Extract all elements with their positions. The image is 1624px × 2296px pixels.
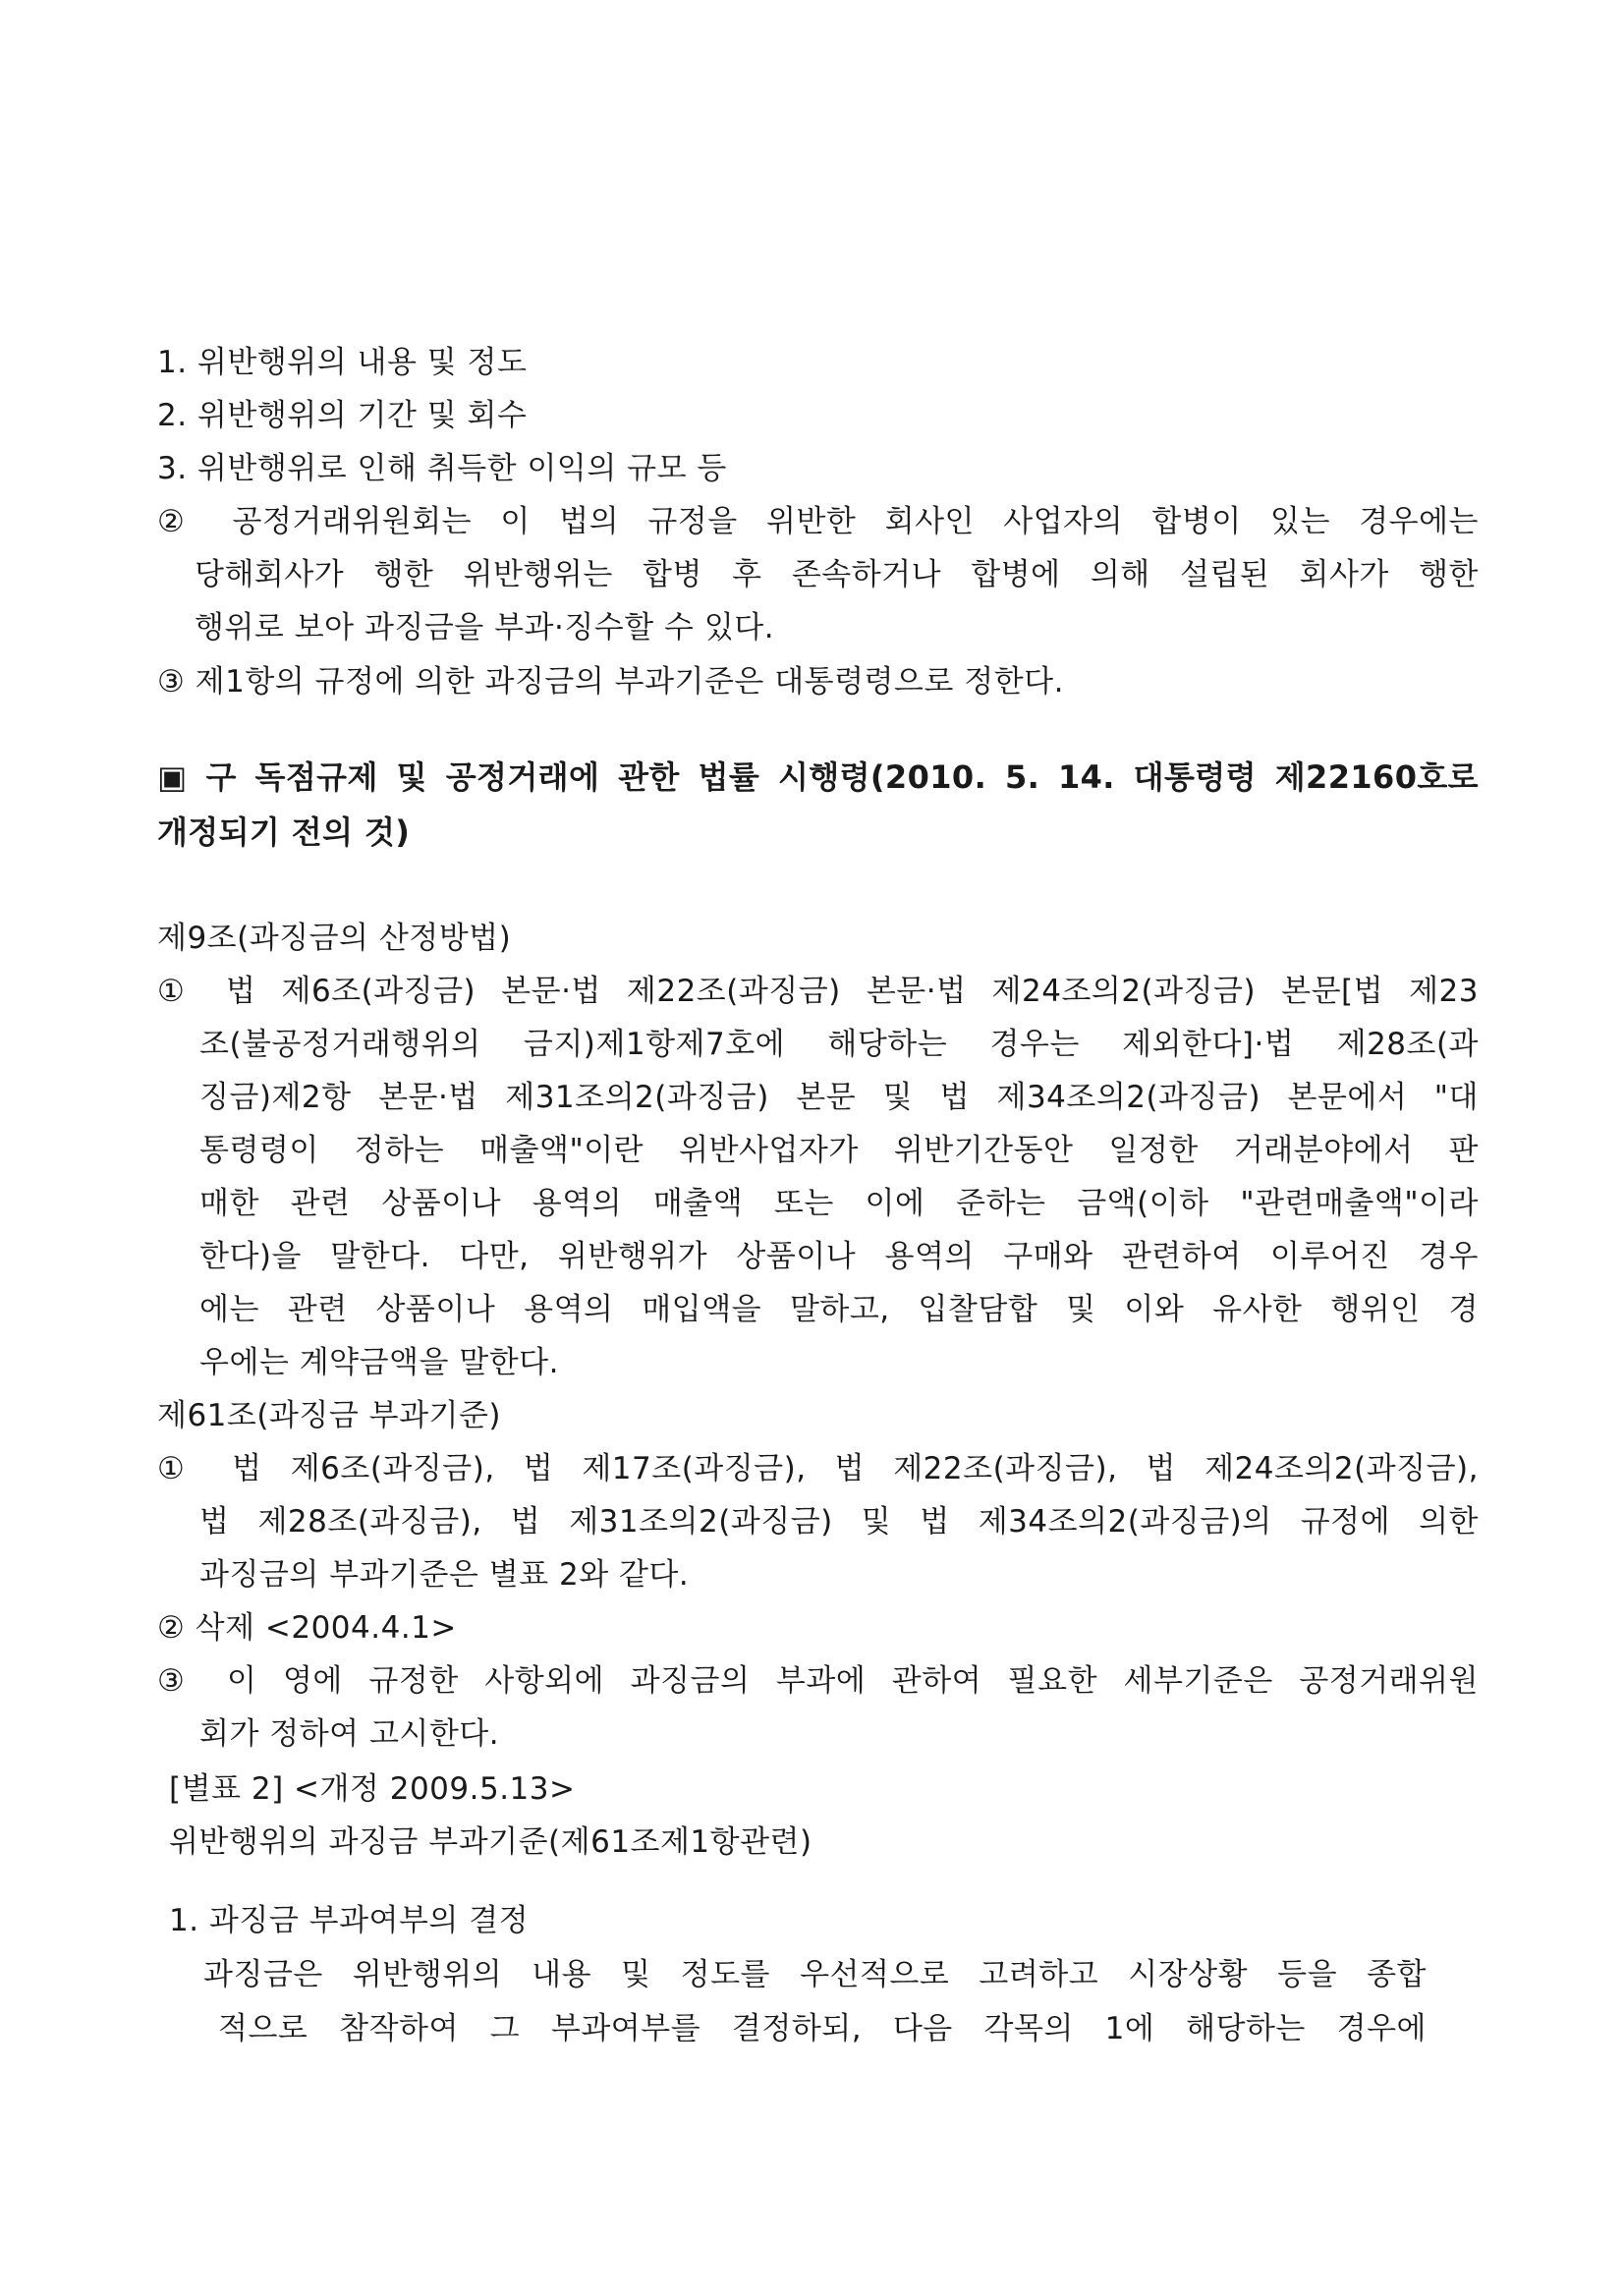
annex-label: [별표 2] <개정 2009.5.13> <box>169 1771 576 1807</box>
paragraph-line: ② 공정거래위원회는 이 법의 규정을 위반한 회사인 사업자의 합병이 있는 경우에는 <box>157 504 1479 539</box>
paragraph-line: 징금)제2항 본문·법 제31조의2(과징금) 본문 및 법 제34조의2(과징금) 본문에서 "대 <box>199 1080 1479 1115</box>
annex-title: 위반행위의 과징금 부과기준(제61조제1항관련) <box>169 1824 812 1860</box>
section-heading: 개정되기 전의 것) <box>157 813 411 851</box>
paragraph-line: 우에는 계약금액을 말한다. <box>199 1345 559 1380</box>
paragraph-line: 한다)을 말한다. 다만, 위반행위가 상품이나 용역의 구매와 관련하여 이루어진 경우 <box>199 1239 1479 1274</box>
list-item: 1. 위반행위의 내용 및 정도 <box>157 345 528 380</box>
paragraph-line: ③ 제1항의 규정에 의한 과징금의 부과기준은 대통령령으로 정한다. <box>157 664 1064 700</box>
article-title: 제9조(과징금의 산정방법) <box>157 921 512 956</box>
paragraph-line: ② 삭제 <2004.4.1> <box>157 1610 457 1646</box>
paragraph-line: 에는 관련 상품이나 용역의 매입액을 말하고, 입찰담합 및 이와 유사한 행위인 경 <box>199 1292 1479 1327</box>
paragraph-line: ① 법 제6조(과징금), 법 제17조(과징금), 법 제22조(과징금), 법 제24조의2(과징금), <box>157 1451 1479 1486</box>
list-item: 2. 위반행위의 기간 및 회수 <box>157 398 528 433</box>
paragraph-line: 과징금은 위반행위의 내용 및 정도를 우선적으로 고려하고 시장상황 등을 종합 <box>203 1957 1427 1992</box>
paragraph-line: 회가 정하여 고시한다. <box>199 1716 500 1752</box>
list-item: 3. 위반행위로 인해 취득한 이익의 규모 등 <box>157 451 727 486</box>
paragraph-line: 당해회사가 행한 위반행위는 합병 후 존속하거나 합병에 의해 설립된 회사가 행한 <box>195 557 1479 592</box>
article-title: 제61조(과징금 부과기준) <box>157 1398 502 1433</box>
paragraph-line: 적으로 참작하여 그 부과여부를 결정하되, 다음 각목의 1에 해당하는 경우에 <box>218 2011 1427 2046</box>
list-item: 1. 과징금 부과여부의 결정 <box>169 1903 530 1938</box>
paragraph-line: 매한 관련 상품이나 용역의 매출액 또는 이에 준하는 금액(이하 "관련매출액"이라 <box>199 1186 1479 1221</box>
paragraph-line: ① 법 제6조(과징금) 본문·법 제22조(과징금) 본문·법 제24조의2(과징금) 본문[법 제23 <box>157 974 1479 1009</box>
paragraph-line: 조(불공정거래행위의 금지)제1항제7호에 해당하는 경우는 제외한다]·법 제28조(과 <box>199 1027 1479 1062</box>
paragraph-line: 통령령이 정하는 매출액"이란 위반사업자가 위반기간동안 일정한 거래분야에서 판 <box>199 1133 1479 1168</box>
paragraph-line: 과징금의 부과기준은 별표 2와 같다. <box>199 1557 690 1593</box>
paragraph-line: 법 제28조(과징금), 법 제31조의2(과징금) 및 법 제34조의2(과징금)의 규정에 의한 <box>199 1504 1479 1540</box>
section-heading: ▣ 구 독점규제 및 공정거래에 관한 법률 시행령(2010. 5. 14. 대통령령 제22160호로 <box>157 758 1479 796</box>
paragraph-line: ③ 이 영에 규정한 사항외에 과징금의 부과에 관하여 필요한 세부기준은 공정거래위원 <box>157 1663 1479 1699</box>
paragraph-line: 행위로 보아 과징금을 부과·징수할 수 있다. <box>195 610 775 645</box>
